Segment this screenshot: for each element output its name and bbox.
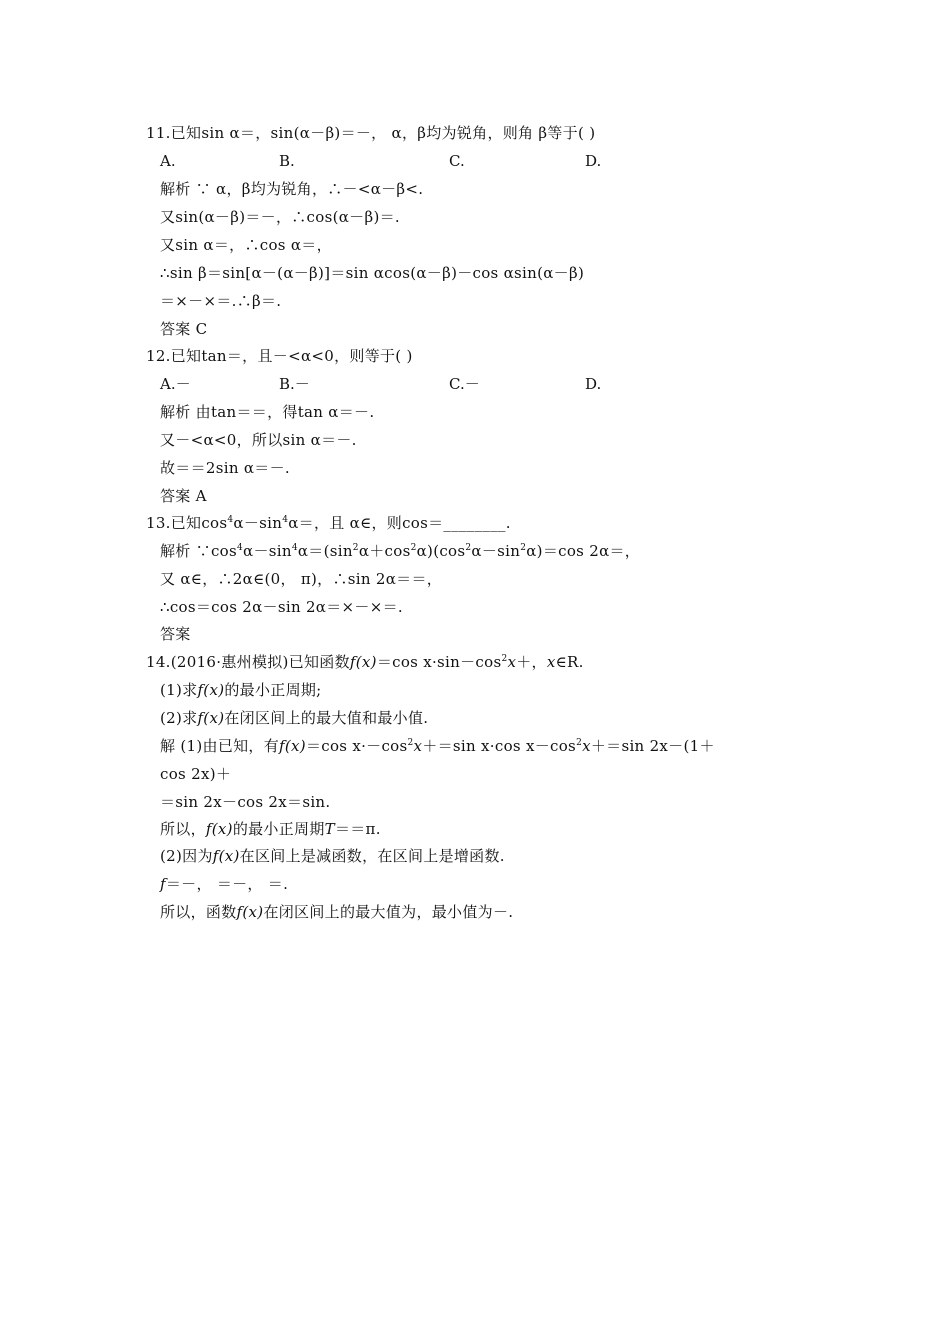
q12-solution-line: 解析 由tan＝＝，得tan α＝－. [160, 403, 375, 421]
q13-solution-line: 解析 $\because\cos^4\alpha-\sin^4\alpha=(\sin^2\alpha+\cos^2\alpha)(\cos^2\alpha-\sin^2\alpha)=\cos$ 2α＝， [160, 542, 641, 560]
q11-answer: 答案 C [160, 320, 208, 338]
q14-solution-line: (2)因为f(x)在区间上是减函数，在区间上是增函数. [160, 847, 505, 865]
q14-solution-line: 所以，f(x)的最小正周期T＝＝π. [160, 820, 381, 838]
q12-solution-line: 又－<α<0，所以sin α＝－. [160, 431, 357, 449]
q11-solution-line: ＝×－×＝.∴β＝. [160, 292, 282, 310]
q12-option-a: A.－ [160, 375, 191, 393]
q14-solution-line: 解 (1)由已知，有f(x)＝cos $x\cdot-\cos^2x+=\sin$ x·cos $x-\cos^2x+=\sin$ 2x－(1＋ [160, 737, 715, 755]
q14-solution-line: 所以，函数f(x)在闭区间上的最大值为，最小值为－. [160, 903, 514, 921]
q14-stem: 14.(2016·惠州模拟)已知函数f(x)＝cos $x\cdot\sin-\cos^2x+$，x∈R. [146, 653, 584, 671]
q11-option-c: C. [449, 152, 465, 170]
q11-option-d: D. [585, 152, 602, 170]
q13-solution-line: 又 α∈，∴2α∈(0， π)，∴sin 2α＝＝， [160, 570, 443, 588]
q11-stem: 11.已知sin α＝，sin(α－β)＝－， α，β均为锐角，则角 β等于( ) [146, 124, 596, 142]
q12-stem: 12.已知tan＝，且－<α<0，则等于( ) [146, 347, 413, 365]
q13-answer: 答案 [160, 625, 191, 643]
q12-option-d: D. [585, 375, 602, 393]
q11-option-a: A. [160, 152, 176, 170]
q14-solution-line: cos 2x)＋ [160, 765, 232, 783]
q14-solution-line: f＝－， ＝－， ＝. [160, 875, 289, 893]
q12-option-c: C.－ [449, 375, 480, 393]
q14-solution-line: ＝sin 2x－cos 2x＝sin. [160, 793, 331, 811]
q11-option-b: B. [279, 152, 295, 170]
q14-part-2: (2)求f(x)在闭区间上的最大值和最小值. [160, 709, 429, 727]
q12-solution-line: 故＝＝2sin α＝－. [160, 459, 290, 477]
q11-solution-line: 又sin α＝，∴cos α＝， [160, 236, 332, 254]
q11-solution-line: 又sin(α－β)＝－，∴cos(α－β)＝. [160, 208, 400, 226]
q14-part-1: (1)求f(x)的最小正周期; [160, 681, 322, 699]
q12-answer: 答案 A [160, 487, 207, 505]
q12-option-b: B.－ [279, 375, 310, 393]
q11-solution-line: ∴sin β＝sin[α－(α－β)]＝sin αcos(α－β)－cos αsin(α－β) [160, 264, 585, 282]
q13-solution-line: ∴cos＝cos 2α－sin 2α＝×－×＝. [160, 598, 403, 616]
q13-stem: 13.已知$\cos^4\alpha-\sin^4\alpha=$，且 α∈，则cos＝________. [146, 514, 511, 532]
q11-solution-line: 解析 ∵ α，β均为锐角，∴－<α－β<. [160, 180, 424, 198]
